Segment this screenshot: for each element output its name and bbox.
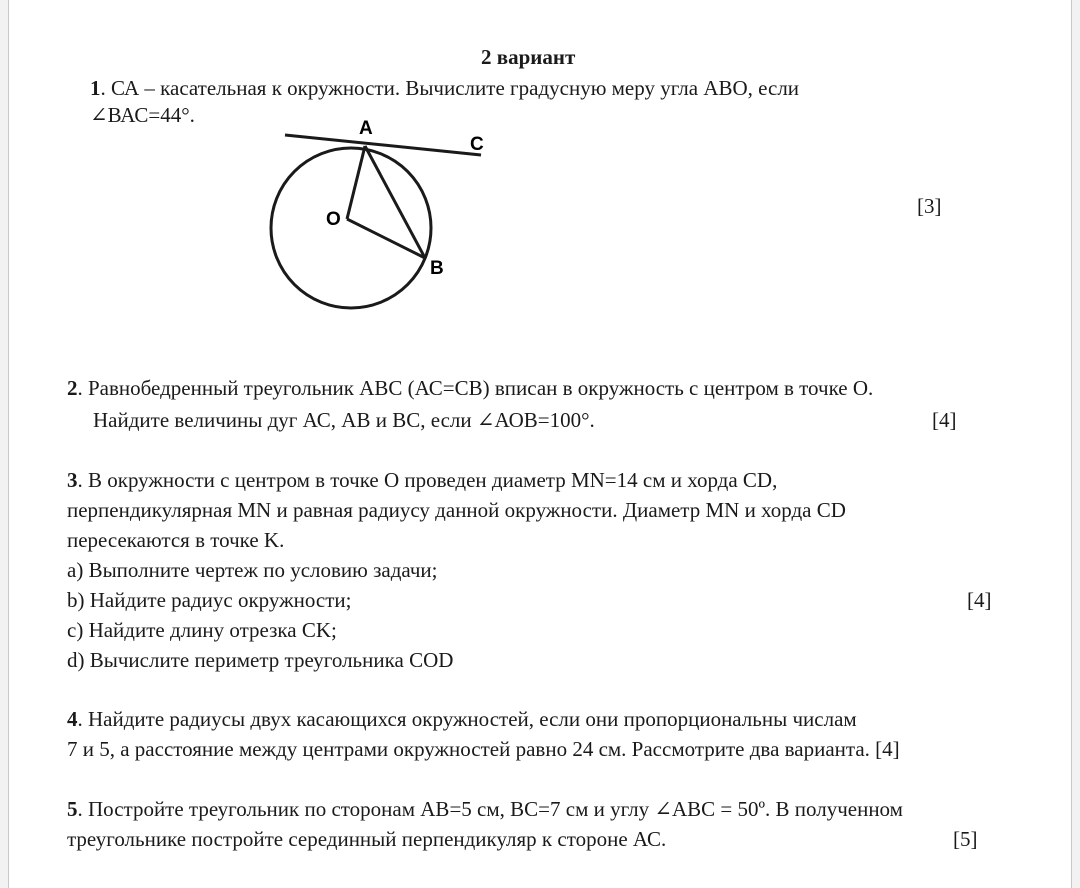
tangent-line-ac (285, 135, 481, 155)
task-2-line-2: Найдите величины дуг АС, АВ и ВС, если ∠АОВ=100°. (93, 408, 595, 432)
task-3-points: [4] (967, 588, 992, 612)
task-3-text-1: . В окружности с центром в точке О проведен диаметр MN=14 см и хорда CD, (77, 468, 778, 492)
task-2-points: [4] (932, 408, 957, 432)
task-1-line-1 (90, 75, 799, 101)
task-3-item-c: c) Найдите длину отрезка CK; (67, 618, 337, 642)
task-3-line-2: перпендикулярная MN и равная радиусу данной окружности. Диаметр MN и хорда CD (67, 498, 846, 522)
radius-oa (347, 146, 365, 219)
task-5-line-1 (67, 796, 903, 822)
task-3-item-d: d) Вычислите периметр треугольника COD (67, 648, 454, 672)
task-4-line-2: 7 и 5, а расстояние между центрами окружностей равно 24 см. Рассмотрите два варианта. [4] (67, 737, 900, 761)
task-1-text-1: . СА – касательная к окружности. Вычислите градусную меру угла АВО, если (100, 76, 800, 100)
task-3-line-1 (67, 467, 777, 493)
task-4-text-1: . Найдите радиусы двух касающихся окружностей, если они пропорциональны числам (77, 707, 857, 731)
task-5-number: 5 (67, 797, 78, 821)
task-3-item-b: b) Найдите радиус окружности; (67, 588, 352, 612)
task-2-text-1: . Равнобедренный треугольник АВС (АС=СВ) вписан в окружность с центром в точке О. (77, 376, 874, 400)
task-3-item-a: a) Выполните чертеж по условию задачи; (67, 558, 438, 582)
diagram-circle (271, 148, 431, 308)
label-b: B (430, 258, 444, 279)
task-2-number: 2 (67, 376, 78, 400)
task-1-number: 1 (90, 76, 101, 100)
task-4-number: 4 (67, 707, 78, 731)
task-5-points: [5] (953, 827, 978, 851)
task-1-line-2: ∠ВАС=44°. (90, 103, 195, 127)
task-3-number: 3 (67, 468, 78, 492)
task-4-line-1 (67, 706, 857, 732)
task-1-diagram (249, 110, 509, 320)
worksheet-page (8, 0, 1072, 888)
task-2-line-1 (67, 375, 873, 401)
label-o: O (326, 209, 341, 230)
variant-title: 2 вариант (481, 45, 576, 69)
label-c: C (470, 134, 484, 155)
task-3-line-3: пересекаются в точке K. (67, 528, 285, 552)
task-1-points: [3] (917, 194, 942, 218)
task-5-line-2: треугольнике постройте серединный перпендикуляр к стороне АС. (67, 827, 667, 851)
label-a: A (359, 118, 373, 139)
task-5-text-1: . Постройте треугольник по сторонам АВ=5 см, ВС=7 см и углу ∠АВС = 50º. В полученном (77, 797, 903, 821)
